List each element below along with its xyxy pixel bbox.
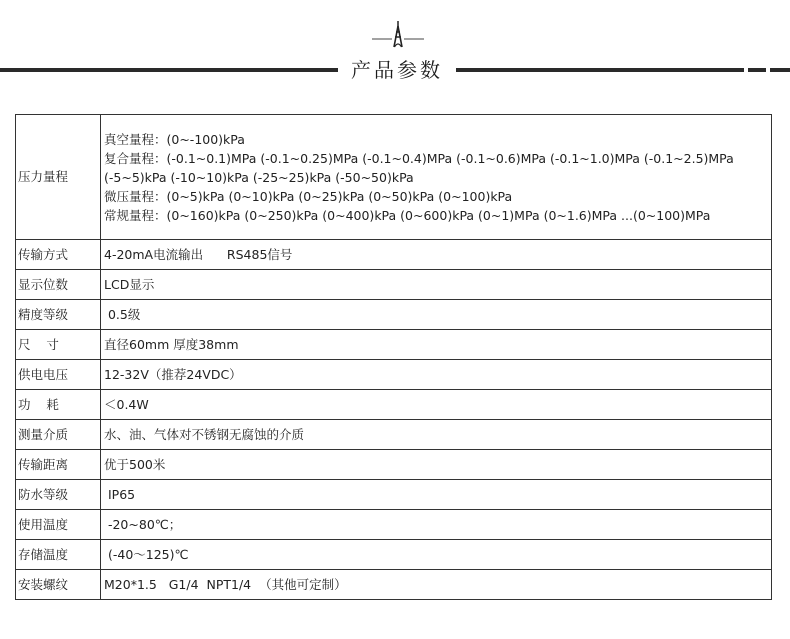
table-row [16,510,772,540]
row-label: 压力量程 [16,115,101,240]
table-row [16,360,772,390]
row-value: 4-20mA电流输出 RS485信号 [101,240,772,270]
row-value: ＜0.4W [101,390,772,420]
spec-table [15,114,772,600]
section-header [0,0,790,100]
range-line: 微压量程：(0~5)kPa (0~10)kPa (0~25)kPa (0~50)kPa (0~100)kPa [104,188,513,204]
row-label: 供电电压 [16,360,101,390]
row-value: M20*1.5 G1/4 NPT1/4 （其他可定制） [101,570,772,600]
row-value: 水、油、气体对不锈钢无腐蚀的介质 [101,420,772,450]
range-line: (-5~5)kPa (-10~10)kPa (-25~25)kPa (-50~50)kPa [104,169,414,185]
row-label: 尺 寸 [16,330,101,360]
table-row [16,270,772,300]
title-divider-right [456,68,744,72]
row-value: 0.5级 [101,300,772,330]
table-row [16,240,772,270]
tower-icon [372,19,424,49]
table-row [16,420,772,450]
row-label: 显示位数 [16,270,101,300]
title-divider-dash [770,68,790,72]
table-row [16,390,772,420]
row-label: 测量介质 [16,420,101,450]
row-label: 精度等级 [16,300,101,330]
table-row [16,330,772,360]
row-label: 传输距离 [16,450,101,480]
title-divider-dash [748,68,766,72]
row-label: 功 耗 [16,390,101,420]
row-value: IP65 [101,480,772,510]
range-line: 真空量程：(0~-100)kPa [104,131,245,147]
table-row [16,300,772,330]
row-value: -20~80℃； [101,510,772,540]
table-row [16,480,772,510]
section-title: 产品参数 [351,58,443,82]
table-row [16,570,772,600]
row-label: 传输方式 [16,240,101,270]
range-line: 常规量程：(0~160)kPa (0~250)kPa (0~400)kPa (0~600)kPa (0~1)MPa (0~1.6)MPa ...(0~100)MPa [104,207,711,223]
table-row [16,540,772,570]
row-value: 优于500米 [101,450,772,480]
row-label: 安装螺纹 [16,570,101,600]
row-label: 使用温度 [16,510,101,540]
row-label: 存储温度 [16,540,101,570]
row-label: 防水等级 [16,480,101,510]
row-value [101,115,772,240]
row-value: 12-32V（推荐24VDC） [101,360,772,390]
table-row [16,450,772,480]
title-divider-left [0,68,338,72]
row-value: (-40～125)℃ [101,540,772,570]
row-value: 直径60mm 厚度38mm [101,330,772,360]
table-row [16,115,772,240]
row-value: LCD显示 [101,270,772,300]
range-line: 复合量程：(-0.1~0.1)MPa (-0.1~0.25)MPa (-0.1~0.4)MPa (-0.1~0.6)MPa (-0.1~1.0)MPa (-0.1~2.5)MPa [104,150,734,166]
